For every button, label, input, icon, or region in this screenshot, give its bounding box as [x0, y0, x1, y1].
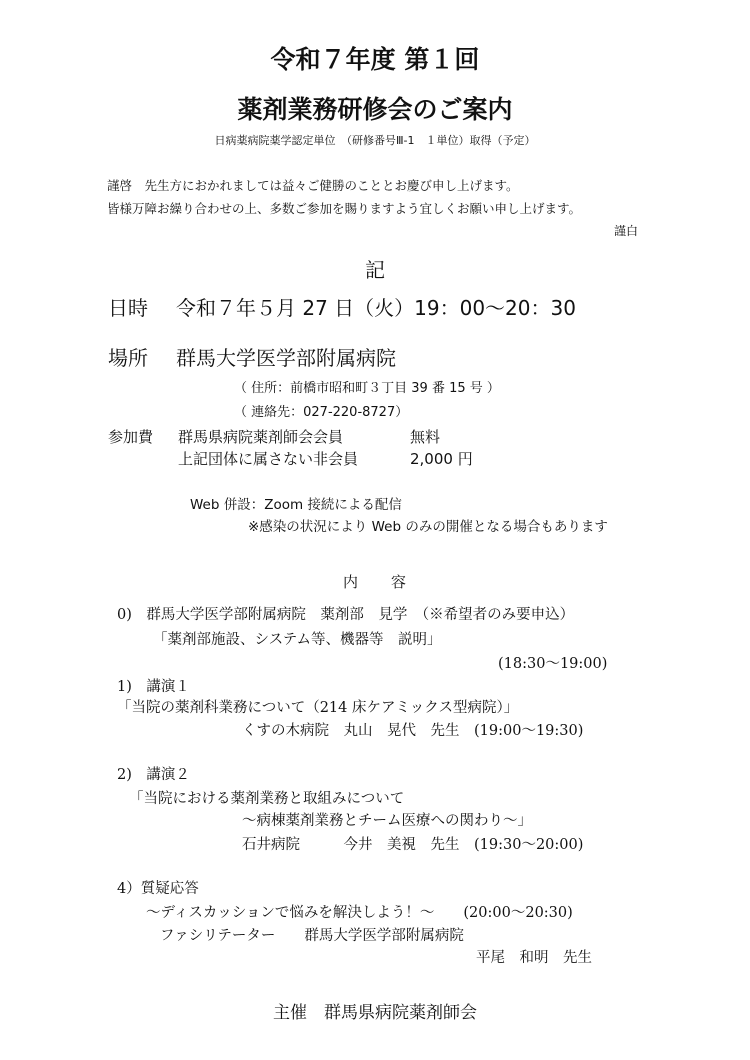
item4-facilitator-name: 平尾 和明 先生: [476, 950, 592, 966]
item2-heading: 2) 講演２: [117, 767, 190, 783]
contents-heading: 内 容: [342, 573, 407, 591]
fee-member: 群馬県病院薬剤師会会員: [178, 428, 344, 446]
page-title-line2: 薬剤業務研修会のご案内: [237, 95, 513, 124]
item4-facilitator: ファシリテーター 群馬大学医学部附属病院: [160, 928, 464, 944]
fee-nonmember-price: 2,000 円: [410, 450, 473, 468]
greeting-closing: 謹白: [614, 224, 639, 238]
fee-nonmember: 上記団体に属さない非会員: [178, 450, 359, 468]
item2-subtitle: ～病棟薬剤業務とチーム医療への関わり～」: [242, 813, 532, 829]
item2-title: 「当院における薬剤業務と取組みについて: [129, 791, 405, 807]
datetime-label: 日時: [108, 296, 148, 320]
page-title-line1: 令和７年度 第１回: [270, 45, 480, 74]
item4-theme: ～ディスカッションで悩みを解決しよう！～ (20:00～20:30): [146, 905, 573, 921]
item0-description: 「薬剤部施設、システム等、機器等 説明」: [153, 632, 442, 648]
greeting-line-1: 謹啓 先生方におかれましては益々ご健勝のこととお慶び申し上げます。: [107, 178, 519, 193]
web-note: Web 併設：Zoom 接続による配信: [190, 497, 402, 513]
item2-speaker: 石井病院 今井 美視 先生 (19:30～20:00): [242, 837, 584, 853]
item0-heading: 0) 群馬大学医学部附属病院 薬剤部 見学 （※希望者のみ要申込）: [117, 607, 575, 623]
item1-title: 「当院の薬剤科業務について（214 床ケアミックス型病院）」: [117, 700, 519, 716]
datetime-value: 令和７年５月 27 日（火）19：00～20：30: [176, 296, 576, 320]
ki-heading: 記: [365, 258, 385, 282]
item0-time: (18:30～19:00): [498, 656, 608, 672]
venue-address: （ 住所：前橋市昭和町３丁目 39 番 15 号 ）: [234, 381, 500, 396]
venue-value: 群馬大学医学部附属病院: [176, 346, 396, 370]
item1-speaker: くすの木病院 丸山 晃代 先生 (19:00～19:30): [242, 723, 584, 739]
certification-note: 日病薬病院薬学認定単位 （研修番号Ⅲ-1 １単位）取得（予定）: [214, 134, 536, 147]
greeting-line-2: 皆様万障お繰り合わせの上、多数ご参加を賜りますよう宜しくお願い申し上げます。: [107, 201, 582, 216]
venue-label: 場所: [108, 346, 148, 370]
organizer: 主催 群馬県病院薬剤師会: [273, 1003, 477, 1023]
fee-member-price: 無料: [410, 428, 441, 446]
fee-label: 参加費: [108, 428, 154, 446]
web-caution: ※感染の状況により Web のみの開催となる場合もあります: [248, 519, 608, 535]
item4-heading: 4）質疑応答: [117, 881, 199, 897]
item1-heading: 1) 講演１: [117, 679, 190, 695]
venue-contact: （ 連絡先：027-220-8727）: [234, 405, 409, 420]
